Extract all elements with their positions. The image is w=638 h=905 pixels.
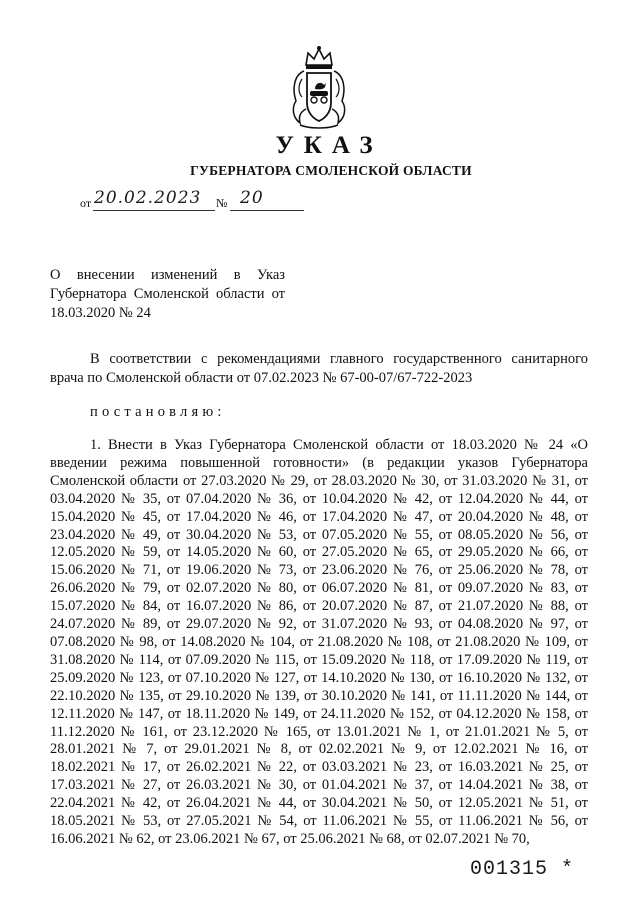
coat-of-arms-icon	[288, 45, 350, 131]
decree-word: постановляю:	[90, 404, 226, 420]
serial-number: 001315 *	[470, 858, 575, 881]
handwritten-date: 20.02.2023	[94, 188, 202, 208]
paragraph-1: 1. Внести в Указ Губернатора Смоленской области от 18.03.2020 № 24 «О введении режима повышенной готовности» (в редакции указов Губернатора Смоленской области от 27.03.2020 № 29, от 28.03.2020 № 30, от 31.03.2020 № 31, от 03.04.2020 № 35, от 07.04.2020 № 36, от 10.04.2020 № 42, от 12.04.2020 № 44, от 15.04.2020 № 45, от 17.04.2020 № 46, от 17.04.2020 № 47, от 20.04.2020 № 48, от 23.04.2020 № 49, от 30.04.2020 № 53, от 07.05.2020 № 55, от 08.05.2020 № 56, от 12.05.2020 № 59, от 14.05.2020 № 60, от 27.05.2020 № 65, от 29.05.2020 № 66, от 15.06.2020 № 71, от 19.06.2020 № 73, от 23.06.2020 № 76, от 25.06.2020 № 78, от 26.06.2020 № 79, от 02.07.2020 № 80, от 06.07.2020 № 81, от 09.07.2020 № 83, от 15.07.2020 № 84, от 16.07.2020 № 86, от 20.07.2020 № 87, от 21.07.2020 № 88, от 24.07.2020 № 89, от 29.07.2020 № 92, от 31.07.2020 № 93, от 04.08.2020 № 97, от 07.08.2020 № 98, от 14.08.2020 № 104, от 21.08.2020 № 108, от 21.08.2020 № 109, от 31.08.2020 № 114, от 07.09.2020 № 115, от 15.09.2020 № 118, от 17.09.2020 № 119, от 25.09.2020 № 123, от 07.10.2020 № 127, от 14.10.2020 № 130, от 16.10.2020 № 132, от 22.10.2020 № 135, от 29.10.2020 № 139, от 30.10.2020 № 141, от 11.11.2020 № 144, от 12.11.2020 № 147, от 18.11.2020 № 149, от 24.11.2020 № 152, от 04.12.2020 № 158, от 11.12.2020 № 161, от 23.12.2020 № 165, от 13.01.2021 № 1, от 21.01.2021 № 5, от 28.01.2021 № 7, от 29.01.2021 № 8, от 02.02.2021 № 9, от 12.02.2021 № 16, от 18.02.2021 № 17, от 26.02.2021 № 22, от 03.03.2021 № 23, от 16.03.2021 № 25, от 17.03.2021 № 27, от 26.03.2021 № 30, от 01.04.2021 № 37, от 14.04.2021 № 38, от 22.04.2021 № 42, от 26.04.2021 № 44, от 30.04.2021 № 50, от 12.05.2021 № 51, от 18.05.2021 № 53, от 27.05.2021 № 54, от 11.06.2021 № 55, от 11.06.2021 № 56, от 16.06.2021 № 62, от 23.06.2021 № 67, от 25.06.2021 № 68, от 02.07.2021 № 70,	[50, 437, 588, 847]
date-underline	[93, 210, 215, 211]
document-title: УКАЗ	[275, 132, 383, 159]
document-subject: О внесении изменений в Указ Губернатора Смоленской области от 18.03.2020 № 24	[50, 267, 285, 321]
handwritten-number: 20	[240, 188, 264, 208]
number-underline	[230, 210, 304, 211]
document-subtitle: ГУБЕРНАТОРА СМОЛЕНСКОЙ ОБЛАСТИ	[190, 163, 472, 178]
preamble-paragraph: В соответствии с рекомендациями главного государственного санитарного врача по Смоленской области от 07.02.2023 № 67-00-07/67-722-2023	[50, 351, 588, 386]
number-label: №	[216, 196, 228, 210]
date-from-label: от	[80, 196, 92, 210]
